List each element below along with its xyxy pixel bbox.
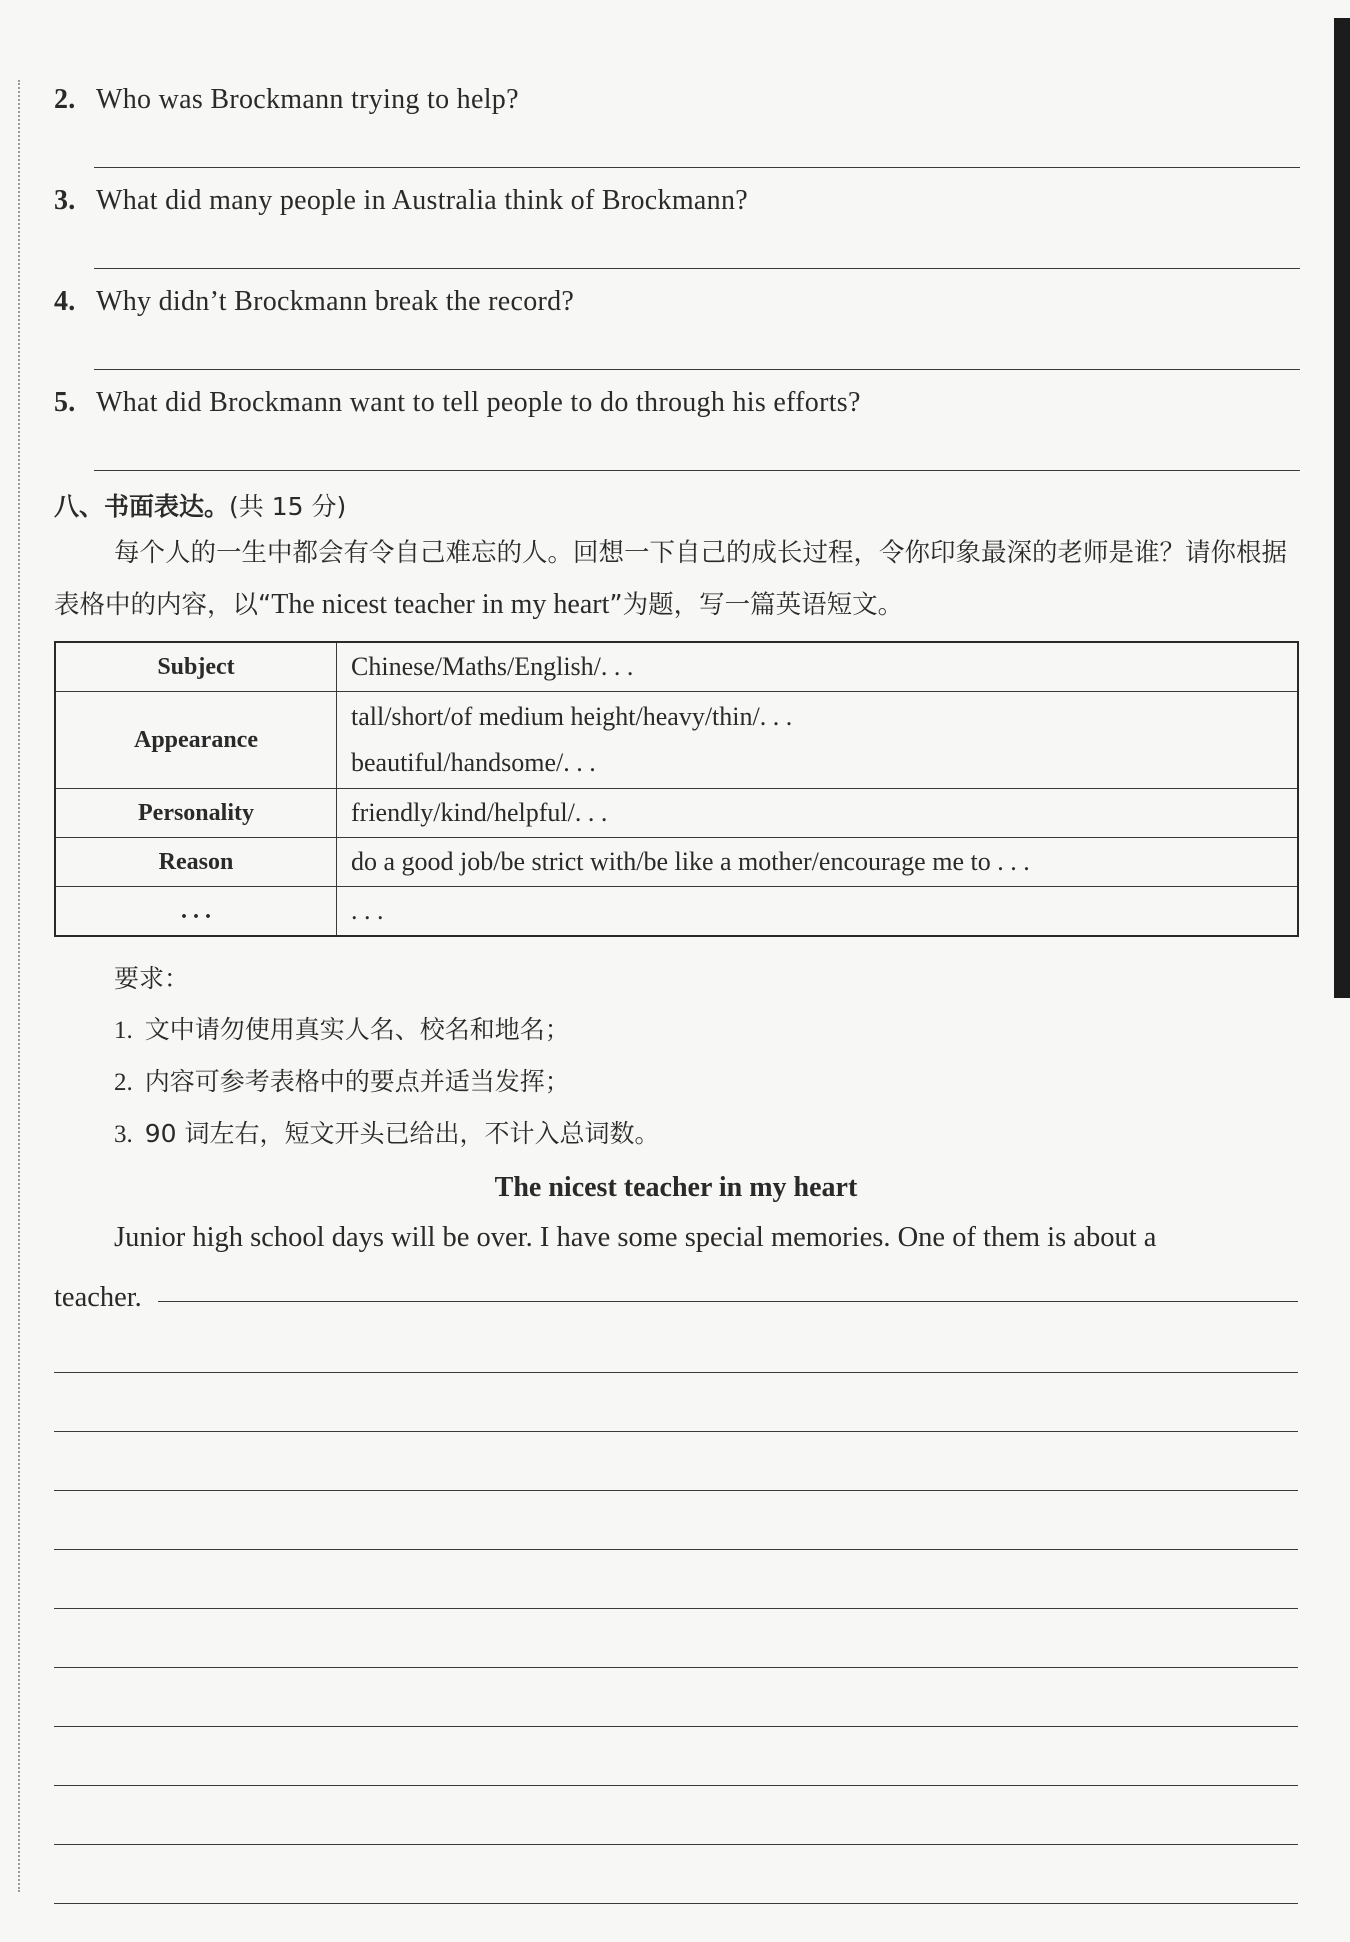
essay-opening-end: teacher.: [54, 1282, 142, 1313]
section-title: [54, 487, 1298, 523]
row-text: friendly/kind/helpful/. . .: [351, 798, 608, 827]
row-text: do a good job/be strict with/be like a mother/encourage me to . . .: [351, 847, 1030, 876]
essay-opening-line: [54, 1263, 1298, 1314]
requirement-number: 3.: [114, 1121, 133, 1148]
writing-line[interactable]: [54, 1727, 1298, 1786]
answer-line[interactable]: [94, 369, 1300, 370]
question-number: 3.: [54, 185, 76, 216]
worksheet-page: [54, 84, 1298, 1904]
table-row: [55, 838, 1298, 887]
section-instructions: [54, 527, 1298, 631]
scan-edge-bar: [1334, 18, 1350, 998]
writing-line[interactable]: [54, 1786, 1298, 1845]
question-text: Why didn’t Brockmann break the record?: [96, 286, 575, 317]
row-text: tall/short/of medium height/heavy/thin/. . .: [351, 702, 793, 731]
writing-line[interactable]: [54, 1314, 1298, 1373]
question-text: Who was Brockmann trying to help?: [96, 84, 519, 115]
question-number: 2.: [54, 84, 76, 115]
row-content: [337, 838, 1299, 887]
requirement-number: 2.: [114, 1069, 133, 1096]
table-row: [55, 692, 1298, 789]
row-content: [337, 642, 1299, 692]
writing-line[interactable]: [54, 1373, 1298, 1432]
row-header: Appearance: [55, 692, 337, 789]
writing-line[interactable]: [54, 1491, 1298, 1550]
requirement-item: [114, 1056, 1298, 1108]
writing-line[interactable]: [54, 1668, 1298, 1727]
writing-line[interactable]: [54, 1845, 1298, 1904]
binding-margin-line: [18, 80, 20, 1892]
question-text: What did Brockmann want to tell people to do through his efforts?: [96, 387, 861, 418]
question-number: 5.: [54, 387, 76, 418]
instructions-cn-part1: 每个人的一生中都会有令自己难忘的人。回想一下自己的成长过程，令你印象最深的老师是谁？请你根据表格中的内容，以“: [54, 538, 1288, 620]
table-row: [55, 887, 1298, 937]
requirement-text: 内容可参考表格中的要点并适当发挥；: [144, 1067, 570, 1096]
row-content: [337, 887, 1299, 937]
essay-opening: Junior high school days will be over. I have some special memories. One of them is about a: [114, 1222, 1157, 1253]
question-item: [54, 84, 1298, 185]
answer-line[interactable]: [94, 167, 1300, 168]
row-text: beautiful/handsome/. . .: [351, 748, 596, 777]
table-row: [55, 789, 1298, 838]
row-header: . . .: [55, 887, 337, 937]
question-item: [54, 286, 1298, 387]
answer-line[interactable]: [94, 268, 1300, 269]
writing-line[interactable]: [54, 1609, 1298, 1668]
requirement-item: [114, 1108, 1298, 1160]
question-text: What did many people in Australia think of Brockmann?: [96, 185, 748, 216]
outline-table: [54, 641, 1299, 937]
table-row: [55, 642, 1298, 692]
requirement-text: 90 词左右，短文开头已给出，不计入总词数。: [144, 1119, 660, 1148]
essay-title: The nicest teacher in my heart: [494, 1172, 858, 1203]
requirement-number: 1.: [114, 1017, 133, 1044]
requirements-label: 要求：: [114, 964, 190, 993]
row-text: Chinese/Maths/English/. . .: [351, 652, 634, 681]
requirement-item: [114, 1004, 1298, 1056]
writing-line[interactable]: [158, 1301, 1298, 1302]
requirement-text: 文中请勿使用真实人名、校名和地名；: [144, 1015, 570, 1044]
row-content: [337, 692, 1299, 789]
row-header: Reason: [55, 838, 337, 887]
row-header: Personality: [55, 789, 337, 838]
question-number: 4.: [54, 286, 76, 317]
question-item: [54, 185, 1298, 286]
section-title-text: 八、书面表达。: [54, 492, 230, 521]
writing-line[interactable]: [54, 1432, 1298, 1491]
answer-line[interactable]: [94, 470, 1300, 471]
row-content: [337, 789, 1299, 838]
writing-line[interactable]: [54, 1550, 1298, 1609]
instructions-cn-part2: ”为题，写一篇英语短文。: [609, 590, 904, 620]
row-text: . . .: [351, 896, 384, 925]
instructions-topic: The nicest teacher in my heart: [271, 589, 610, 620]
question-item: [54, 387, 1298, 488]
row-header: Subject: [55, 642, 337, 692]
requirements-block: [54, 953, 1298, 1160]
section-score: (共 15 分): [229, 492, 347, 521]
